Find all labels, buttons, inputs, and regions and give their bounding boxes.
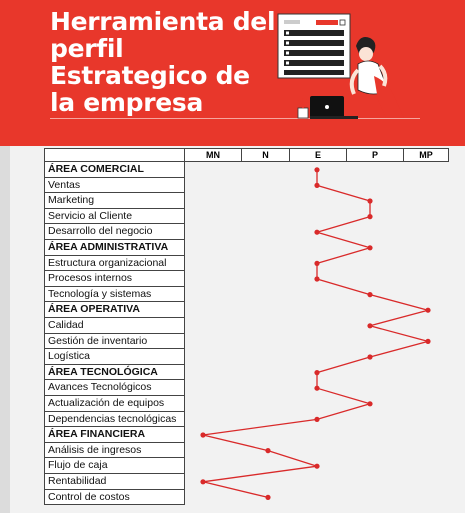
title-line-1: Herramienta del: [50, 7, 276, 36]
profile-point: [367, 401, 372, 406]
profile-point: [367, 323, 372, 328]
profile-point: [265, 448, 270, 453]
scale-mp: MP: [403, 148, 449, 162]
profile-point: [314, 370, 319, 375]
title-line-2: perfil: [50, 34, 124, 63]
profile-point: [200, 432, 205, 437]
table-row: Estructura organizacional: [44, 256, 185, 272]
profile-point: [367, 198, 372, 203]
profile-point: [367, 354, 372, 359]
profile-point: [200, 479, 205, 484]
profile-point: [314, 167, 319, 172]
table-row: Tecnología y sistemas: [44, 287, 185, 303]
profile-point: [425, 308, 430, 313]
table-row: ÁREA FINANCIERA: [44, 427, 185, 443]
scale-e: E: [289, 148, 347, 162]
title-line-4: la empresa: [50, 88, 204, 117]
table-row: Análisis de ingresos: [44, 443, 185, 459]
table-row: Logística: [44, 349, 185, 365]
profile-point: [367, 245, 372, 250]
scale-p: P: [346, 148, 404, 162]
table-row: ÁREA OPERATIVA: [44, 302, 185, 318]
profile-point: [367, 214, 372, 219]
table-row: Procesos internos: [44, 271, 185, 287]
profile-points: [200, 167, 430, 500]
table-row: Actualización de equipos: [44, 396, 185, 412]
title-line-3: Estrategico de: [50, 61, 250, 90]
table-row: Desarrollo del negocio: [44, 224, 185, 240]
table-row: Servicio al Cliente: [44, 209, 185, 225]
table-row: Flujo de caja: [44, 458, 185, 474]
profile-line: [203, 170, 428, 498]
profile-point: [314, 276, 319, 281]
profile-point: [265, 495, 270, 500]
table-row: Control de costos: [44, 490, 185, 506]
table-row: Marketing: [44, 193, 185, 209]
profile-point: [367, 292, 372, 297]
profile-point: [314, 386, 319, 391]
profile-point: [314, 230, 319, 235]
scale-n: N: [241, 148, 290, 162]
profile-point: [314, 183, 319, 188]
profile-point: [425, 339, 430, 344]
profile-point: [314, 464, 319, 469]
table-row: Rentabilidad: [44, 474, 185, 490]
table-row: Gestión de inventario: [44, 334, 185, 350]
table-row: ÁREA ADMINISTRATIVA: [44, 240, 185, 256]
profile-point: [314, 261, 319, 266]
table-row: Avances Tecnológicos: [44, 380, 185, 396]
table-row: Dependencias tecnológicas: [44, 412, 185, 428]
table-row: Calidad: [44, 318, 185, 334]
table-row: ÁREA TECNOLÓGICA: [44, 365, 185, 381]
table-row: Ventas: [44, 178, 185, 194]
profile-point: [314, 417, 319, 422]
scale-mn: MN: [184, 148, 242, 162]
table-row: ÁREA COMERCIAL: [44, 162, 185, 178]
